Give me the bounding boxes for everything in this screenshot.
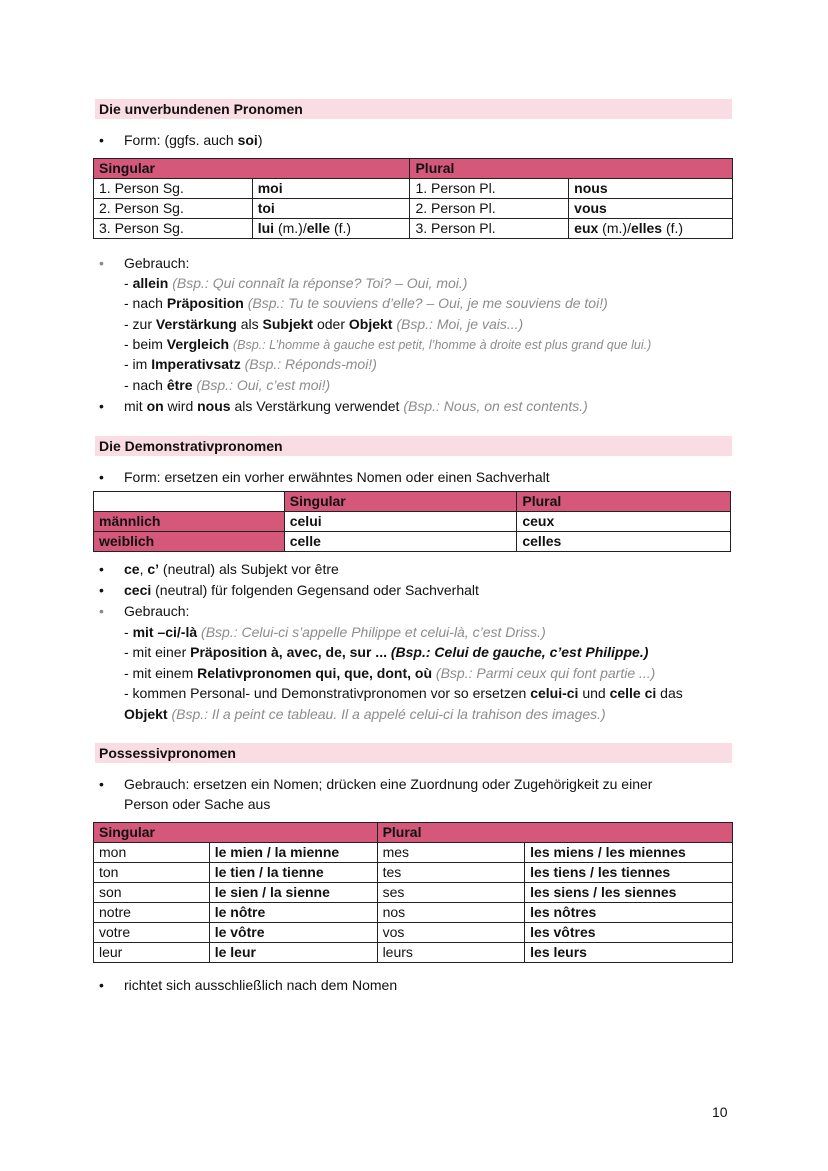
use-line: - kommen Personal- und Demonstrativpronomen vor so ersetzen celui-ci und celle ci das (124, 685, 683, 701)
header-singular: Singular (94, 159, 410, 179)
bullet-dot: • (99, 977, 104, 993)
table-cell: leurs (377, 943, 525, 963)
table-cell: les nôtres (525, 903, 733, 923)
table-cell: ton (94, 863, 210, 883)
gebrauch-line-cont: Person oder Sache aus (124, 796, 271, 812)
table-row (94, 532, 731, 552)
table-cell: le leur (209, 943, 377, 963)
table-cell: votre (94, 923, 210, 943)
bullet-dot: • (99, 776, 104, 792)
ce-line: ce, c’ (neutral) als Subjekt vor être (124, 561, 339, 577)
table-row (94, 943, 733, 963)
table-cell: mon (94, 843, 210, 863)
use-line: - mit einer Präposition à, avec, de, sur ... (Bsp.: Celui de gauche, c’est Philippe.) (124, 644, 649, 660)
gebrauch-label: Gebrauch: (124, 255, 190, 271)
table-cell: ceux (517, 512, 731, 532)
bullet-dot: • (99, 561, 104, 577)
table-row (94, 219, 733, 239)
table-cell: vous (569, 199, 733, 219)
bullet-dot: • (99, 603, 104, 619)
table-cell: leur (94, 943, 210, 963)
table-row (94, 843, 733, 863)
use-line: - zur Verstärkung als Subjekt oder Objekt (Bsp.: Moi, je vais...) (124, 316, 524, 332)
bullet-dot: • (99, 469, 104, 485)
use-line: - mit einem Relativpronomen qui, que, dont, où (Bsp.: Parmi ceux qui font partie ...) (124, 665, 656, 681)
table-cell: celles (517, 532, 731, 552)
page-number: 10 (712, 1104, 728, 1120)
table-cell: celle (284, 532, 517, 552)
table-cell: les leurs (525, 943, 733, 963)
use-line: - im Imperativsatz (Bsp.: Réponds-moi!) (124, 356, 377, 372)
table-cell: toi (252, 199, 410, 219)
use-line: - allein (Bsp.: Qui connaît la réponse? Toi? – Oui, moi.) (124, 275, 468, 291)
table-cell: lui (m.)/elle (f.) (252, 219, 410, 239)
use-line: - nach être (Bsp.: Oui, c’est moi!) (124, 377, 331, 393)
table-cell: nous (569, 179, 733, 199)
bullet-dot: • (99, 255, 104, 271)
table-cell: 1. Person Sg. (94, 179, 253, 199)
use-line-cont: Objekt (Bsp.: Il a peint ce tableau. Il a appelé celui-ci la trahison des images.) (124, 706, 606, 722)
bullet-dot: • (99, 582, 104, 598)
header-plural: Plural (410, 159, 733, 179)
table-cell: 2. Person Sg. (94, 199, 253, 219)
bullet-dot: • (99, 132, 104, 148)
form-line: Form: (ggfs. auch soi) (124, 132, 263, 148)
form-line: Form: ersetzen ein vorher erwähntes Nomen oder einen Sachverhalt (124, 469, 550, 485)
table-cell: 3. Person Sg. (94, 219, 253, 239)
table-cell: celui (284, 512, 517, 532)
use-line: - mit –ci/-là (Bsp.: Celui-ci s’appelle Philippe et celui-là, c’est Driss.) (124, 624, 546, 640)
table-cell: mes (377, 843, 525, 863)
table-cell: 2. Person Pl. (410, 199, 569, 219)
ceci-line: ceci (neutral) für folgenden Gegensand oder Sachverhalt (124, 582, 479, 598)
table-cell: moi (252, 179, 410, 199)
table-row (94, 199, 733, 219)
on-line: mit on wird nous als Verstärkung verwendet (Bsp.: Nous, on est contents.) (124, 398, 588, 414)
table-cell: les siens / les siennes (525, 883, 733, 903)
table-cell: le vôtre (209, 923, 377, 943)
table-row (94, 179, 733, 199)
table-cell-empty (94, 492, 285, 512)
table-cell: le nôtre (209, 903, 377, 923)
section-heading-possessiv: Possessivpronomen (95, 743, 732, 763)
table-row (94, 923, 733, 943)
unverbunden-table (93, 158, 733, 239)
header-singular: Singular (94, 823, 378, 843)
section-heading-unverbunden: Die unverbundenen Pronomen (95, 99, 732, 119)
table-row (94, 512, 731, 532)
use-line: - nach Präposition (Bsp.: Tu te souviens d’elle? – Oui, je me souviens de toi!) (124, 295, 608, 311)
header-singular: Singular (284, 492, 517, 512)
table-cell: 3. Person Pl. (410, 219, 569, 239)
table-cell: eux (m.)/elles (f.) (569, 219, 733, 239)
header-plural: Plural (517, 492, 731, 512)
header-plural: Plural (377, 823, 732, 843)
row-header: männlich (94, 512, 285, 532)
table-row (94, 883, 733, 903)
table-cell: le tien / la tienne (209, 863, 377, 883)
bullet-dot: • (99, 398, 104, 414)
table-cell: notre (94, 903, 210, 923)
note-line: richtet sich ausschließlich nach dem Nomen (124, 977, 398, 993)
table-cell: vos (377, 923, 525, 943)
demonstrativ-table (93, 491, 731, 552)
table-cell: les tiens / les tiennes (525, 863, 733, 883)
table-cell: nos (377, 903, 525, 923)
table-cell: le sien / la sienne (209, 883, 377, 903)
row-header: weiblich (94, 532, 285, 552)
gebrauch-line: Gebrauch: ersetzen ein Nomen; drücken eine Zuordnung oder Zugehörigkeit zu einer (124, 776, 653, 792)
table-row (94, 863, 733, 883)
possessiv-table (93, 822, 733, 963)
table-cell: son (94, 883, 210, 903)
section-heading-demonstrativ: Die Demonstrativpronomen (95, 436, 732, 456)
table-cell: tes (377, 863, 525, 883)
use-line: - beim Vergleich (Bsp.: L’homme à gauche est petit, l’homme à droite est plus grand que lui.) (124, 336, 652, 352)
gebrauch-label: Gebrauch: (124, 603, 190, 619)
table-cell: les vôtres (525, 923, 733, 943)
table-cell: ses (377, 883, 525, 903)
table-row (94, 903, 733, 923)
table-cell: les miens / les miennes (525, 843, 733, 863)
table-cell: 1. Person Pl. (410, 179, 569, 199)
table-cell: le mien / la mienne (209, 843, 377, 863)
